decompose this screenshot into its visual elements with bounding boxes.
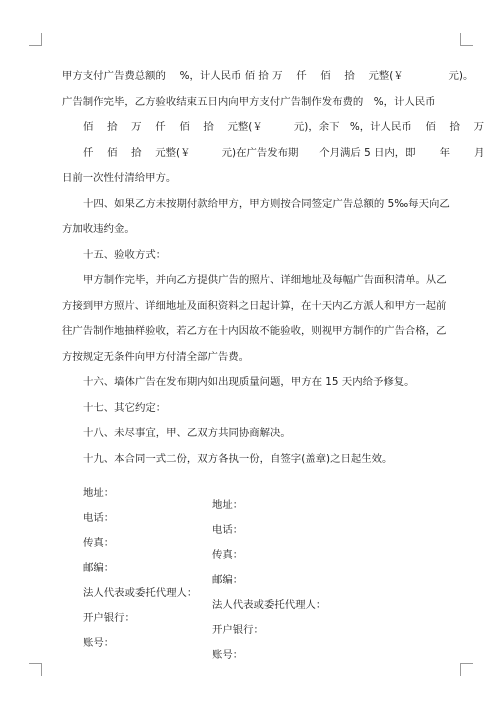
crop-mark-top-left: [29, 33, 42, 46]
clause-14: 十四、如果乙方未按期付款给甲方，甲方则按合同签定广告总额的 5‰每天向乙: [83, 197, 450, 210]
crop-mark-top-right: [460, 33, 473, 46]
body-line: 广告制作完毕，乙方验收结束五日内向甲方支付广告制作发布费的 %，计人民币: [62, 95, 436, 108]
party-b-representative-label: 法人代表或委托代理人：: [212, 599, 327, 611]
signature-row-account: [83, 622, 423, 661]
party-a-phone-label: 电话：: [83, 512, 115, 524]
party-a-postcode-label: 邮编：: [83, 562, 115, 574]
party-b-fax-label: 传真：: [212, 549, 244, 561]
clause-17: 十七、其它约定：: [83, 401, 167, 414]
party-a-account-label: 账号：: [83, 637, 115, 649]
party-b-postcode-label: 邮编：: [212, 574, 244, 586]
clause-19: 十九、本合同一式二份，双方各执一份，自签字(盖章)之日起生效。: [83, 452, 393, 465]
party-a-fax-label: 传真：: [83, 537, 115, 549]
clause-16: 十六、墙体广告在发布期内如出现质量问题，甲方在 15 天内给予修复。: [83, 376, 415, 388]
body-line: 方按规定无条件向甲方付清全部广告费。: [62, 350, 250, 363]
body-line: 甲方支付广告费总额的 %，计人民币 佰 拾 万 仟 佰 拾 元整(￥ 元)。: [62, 70, 474, 82]
body-line: 仟 佰 拾 元整(￥ 元)在广告发布期 个月满后 5 日内，即 年 月: [83, 146, 485, 159]
contract-body: [62, 64, 485, 472]
body-line: 往广告制作地抽样验收，若乙方在十内因故不能验收，则视甲方制作的广告合格，乙: [62, 325, 447, 337]
party-b-bank-label: 开户银行：: [212, 624, 264, 636]
party-b-account-label: 账号：: [212, 649, 244, 661]
signature-row-postcode: [83, 547, 423, 586]
signature-row-address: [83, 472, 423, 511]
body-line: 佰 拾 万 仟 佰 拾 元整(￥ 元)，余下 %，计人民币 佰 拾 万: [83, 121, 484, 133]
body-line: 方接到甲方照片、详细地址及面积资料之日起计算，在十天内乙方派人和甲方一起前: [62, 299, 447, 312]
party-a-representative-label: 法人代表或委托代理人：: [83, 587, 198, 599]
clause-15-heading: 十五、验收方式：: [83, 248, 167, 261]
body-line: 甲方制作完毕，并向乙方提供广告的照片、详细地址及每幅广告面积清单。从乙: [83, 274, 447, 286]
party-b-address-label: 地址：: [212, 499, 244, 511]
signature-row-fax: [83, 522, 423, 561]
clause-18: 十八、未尽事宜，甲、乙双方共同协商解决。: [83, 427, 291, 439]
signature-row-phone: [83, 497, 423, 536]
crop-mark-bottom-right: [460, 663, 473, 676]
crop-mark-bottom-left: [29, 663, 42, 676]
party-a-bank-label: 开户银行：: [83, 612, 135, 624]
body-line: 日前一次性付清给甲方。: [62, 172, 177, 184]
body-line: 方加收违约金。: [62, 223, 135, 235]
signature-row-representative: [83, 572, 423, 611]
signature-row-bank: [83, 597, 423, 636]
party-b-phone-label: 电话：: [212, 524, 244, 536]
party-a-address-label: 地址：: [83, 487, 115, 499]
